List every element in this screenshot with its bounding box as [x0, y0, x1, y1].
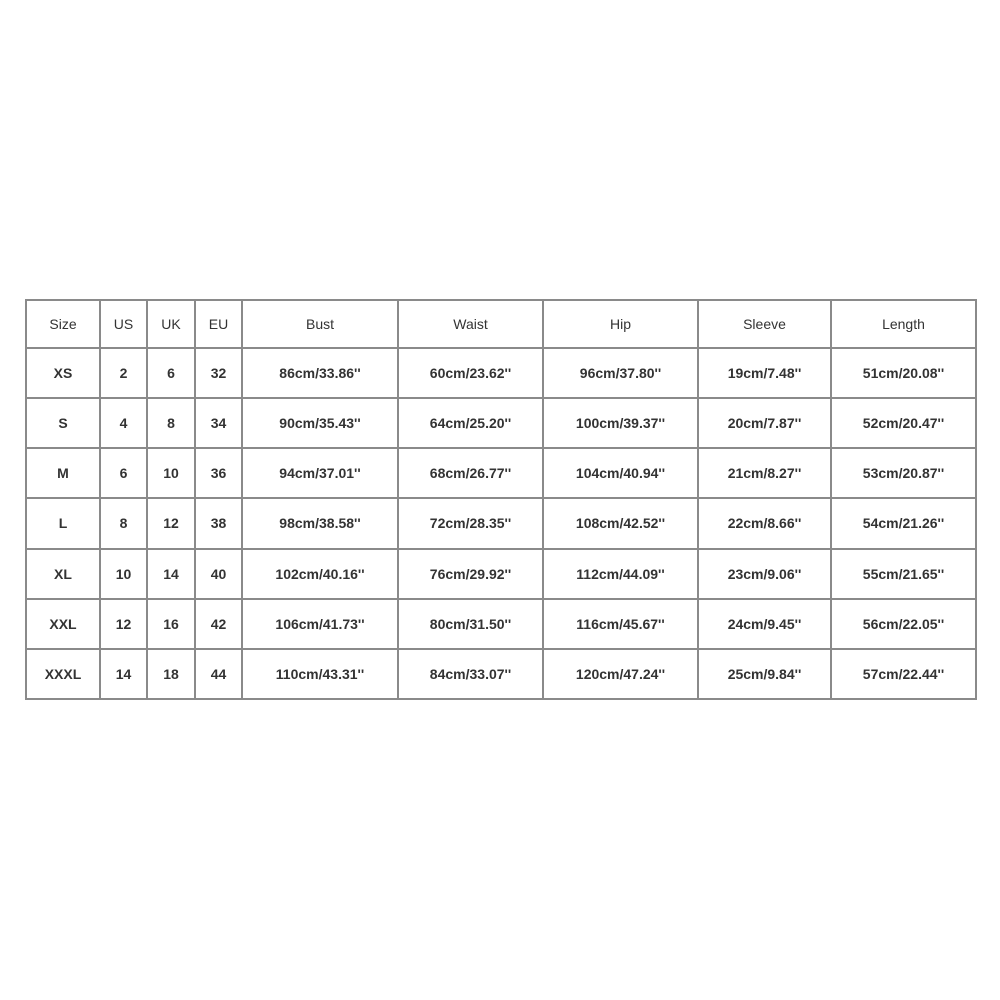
cell-waist: 68cm/26.77''	[398, 448, 543, 498]
table-row	[26, 448, 976, 498]
cell-uk: 18	[147, 649, 195, 699]
size-chart-body	[26, 348, 976, 699]
cell-uk: 10	[147, 448, 195, 498]
cell-us: 4	[100, 398, 147, 448]
table-row	[26, 398, 976, 448]
cell-hip: 116cm/45.67''	[543, 599, 698, 649]
header-eu: EU	[195, 300, 242, 348]
cell-size: XXXL	[26, 649, 100, 699]
header-bust: Bust	[242, 300, 398, 348]
header-length: Length	[831, 300, 976, 348]
table-row	[26, 549, 976, 599]
cell-uk: 14	[147, 549, 195, 599]
cell-eu: 44	[195, 649, 242, 699]
cell-sleeve: 21cm/8.27''	[698, 448, 831, 498]
cell-size: L	[26, 498, 100, 548]
cell-hip: 112cm/44.09''	[543, 549, 698, 599]
cell-eu: 40	[195, 549, 242, 599]
cell-hip: 108cm/42.52''	[543, 498, 698, 548]
header-waist: Waist	[398, 300, 543, 348]
table-row	[26, 348, 976, 398]
cell-waist: 80cm/31.50''	[398, 599, 543, 649]
header-row	[26, 300, 976, 348]
cell-bust: 110cm/43.31''	[242, 649, 398, 699]
table-row	[26, 649, 976, 699]
cell-bust: 90cm/35.43''	[242, 398, 398, 448]
cell-bust: 102cm/40.16''	[242, 549, 398, 599]
cell-us: 8	[100, 498, 147, 548]
cell-us: 10	[100, 549, 147, 599]
cell-waist: 72cm/28.35''	[398, 498, 543, 548]
size-chart-table	[25, 299, 977, 700]
cell-hip: 104cm/40.94''	[543, 448, 698, 498]
cell-uk: 16	[147, 599, 195, 649]
cell-size: XXL	[26, 599, 100, 649]
cell-us: 6	[100, 448, 147, 498]
cell-sleeve: 25cm/9.84''	[698, 649, 831, 699]
cell-eu: 42	[195, 599, 242, 649]
cell-sleeve: 20cm/7.87''	[698, 398, 831, 448]
cell-us: 14	[100, 649, 147, 699]
cell-bust: 98cm/38.58''	[242, 498, 398, 548]
cell-uk: 6	[147, 348, 195, 398]
size-chart-header	[26, 300, 976, 348]
header-uk: UK	[147, 300, 195, 348]
cell-length: 56cm/22.05''	[831, 599, 976, 649]
cell-length: 54cm/21.26''	[831, 498, 976, 548]
cell-sleeve: 22cm/8.66''	[698, 498, 831, 548]
cell-sleeve: 24cm/9.45''	[698, 599, 831, 649]
table-row	[26, 599, 976, 649]
cell-size: XS	[26, 348, 100, 398]
cell-hip: 120cm/47.24''	[543, 649, 698, 699]
header-us: US	[100, 300, 147, 348]
cell-length: 55cm/21.65''	[831, 549, 976, 599]
cell-waist: 60cm/23.62''	[398, 348, 543, 398]
cell-length: 52cm/20.47''	[831, 398, 976, 448]
cell-waist: 76cm/29.92''	[398, 549, 543, 599]
header-sleeve: Sleeve	[698, 300, 831, 348]
cell-sleeve: 19cm/7.48''	[698, 348, 831, 398]
cell-hip: 96cm/37.80''	[543, 348, 698, 398]
cell-eu: 34	[195, 398, 242, 448]
cell-waist: 64cm/25.20''	[398, 398, 543, 448]
cell-length: 51cm/20.08''	[831, 348, 976, 398]
cell-hip: 100cm/39.37''	[543, 398, 698, 448]
cell-size: XL	[26, 549, 100, 599]
header-hip: Hip	[543, 300, 698, 348]
cell-eu: 38	[195, 498, 242, 548]
cell-uk: 8	[147, 398, 195, 448]
cell-eu: 36	[195, 448, 242, 498]
header-size: Size	[26, 300, 100, 348]
cell-size: M	[26, 448, 100, 498]
cell-bust: 94cm/37.01''	[242, 448, 398, 498]
cell-sleeve: 23cm/9.06''	[698, 549, 831, 599]
cell-us: 12	[100, 599, 147, 649]
cell-us: 2	[100, 348, 147, 398]
cell-length: 57cm/22.44''	[831, 649, 976, 699]
cell-bust: 106cm/41.73''	[242, 599, 398, 649]
cell-bust: 86cm/33.86''	[242, 348, 398, 398]
cell-uk: 12	[147, 498, 195, 548]
cell-size: S	[26, 398, 100, 448]
cell-eu: 32	[195, 348, 242, 398]
cell-waist: 84cm/33.07''	[398, 649, 543, 699]
table-row	[26, 498, 976, 548]
cell-length: 53cm/20.87''	[831, 448, 976, 498]
